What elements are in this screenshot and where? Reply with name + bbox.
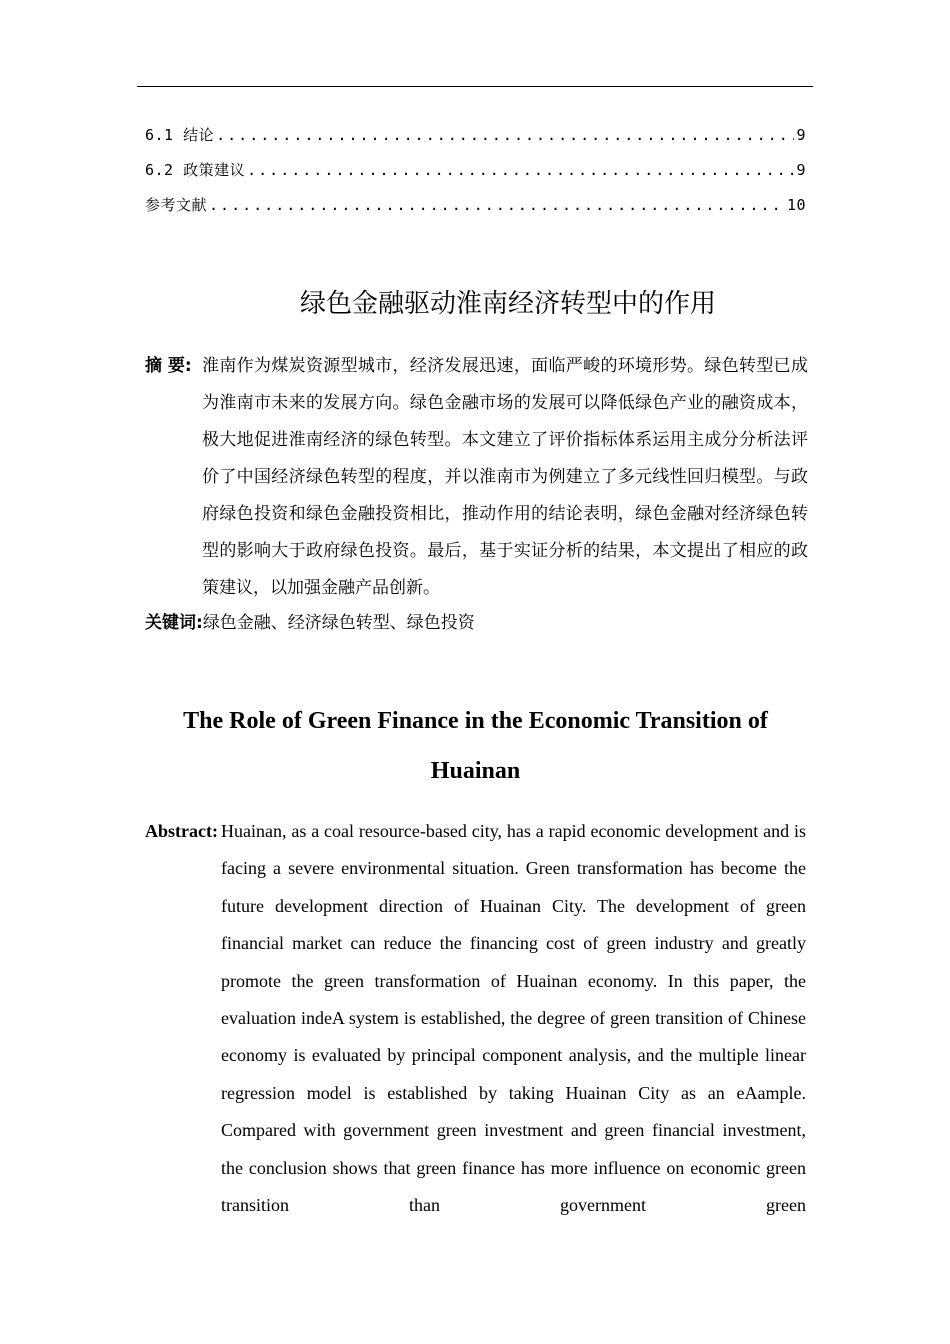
- chinese-abstract-label: 摘 要:: [145, 356, 192, 376]
- english-abstract: [145, 813, 806, 1224]
- english-title: The Role of Green Finance in the Economic Transition of Huainan: [183, 708, 768, 784]
- chinese-keywords: [145, 605, 475, 642]
- toc-entry[interactable]: [145, 159, 806, 194]
- toc-entry[interactable]: [145, 124, 806, 159]
- toc-leader-dots: [216, 126, 794, 144]
- chinese-keywords-label: 关键词:: [145, 613, 203, 633]
- toc-entry-label: 参考文献: [145, 196, 208, 214]
- chinese-keywords-text: 绿色金融、经济绿色转型、绿色投资: [202, 613, 475, 633]
- toc-entry-page: 10: [786, 196, 806, 214]
- table-of-contents: [145, 124, 806, 229]
- toc-entry-page: 9: [796, 161, 806, 179]
- header-rule: [137, 86, 813, 87]
- toc-entry-label: 6.1 结论: [145, 126, 215, 144]
- toc-entry[interactable]: [145, 194, 806, 229]
- chinese-title: 绿色金融驱动淮南经济转型中的作用: [300, 289, 717, 319]
- chinese-abstract-text: 淮南作为煤炭资源型城市，经济发展迅速，面临严峻的环境形势。绿色转型已成为淮南市未来的发展方向。绿色金融市场的发展可以降低绿色产业的融资成本，极大地促进淮南经济的绿色转型。本文建立了评价指标体系运用主成分分析法评价了中国经济绿色转型的程度，并以淮南市为例建立了多元线性回归模型。与政府绿色投资和绿色金融投资相比，推动作用的结论表明，绿色金融对经济绿色转型的影响大于政府绿色投资。最后，基于实证分析的结果，本文提出了相应的政策建议，以加强金融产品创新。: [202, 356, 808, 598]
- toc-leader-dots: [247, 161, 794, 179]
- chinese-abstract: [145, 348, 808, 607]
- toc-entry-label: 6.2 政策建议: [145, 161, 246, 179]
- toc-leader-dots: [209, 196, 785, 214]
- toc-entry-page: 9: [796, 126, 806, 144]
- english-abstract-label: Abstract:: [145, 821, 218, 841]
- english-abstract-text: Huainan, as a coal resource-based city, has a rapid economic development and is facing a severe environmental situation. Green transformation has become the future development direction of Huainan City. The development of green financial market can reduce the financing cost of green industry and greatly promote the green transformation of Huainan economy. In this paper, the evaluation indeA system is established, the degree of green transition of Chinese economy is evaluated by principal component analysis, and the multiple linear regression model is established by taking Huainan City as an eAample. Compared with government green investment and green financial investment, the conclusion shows that green finance has more influence on economic green transition than government green: [221, 821, 806, 1216]
